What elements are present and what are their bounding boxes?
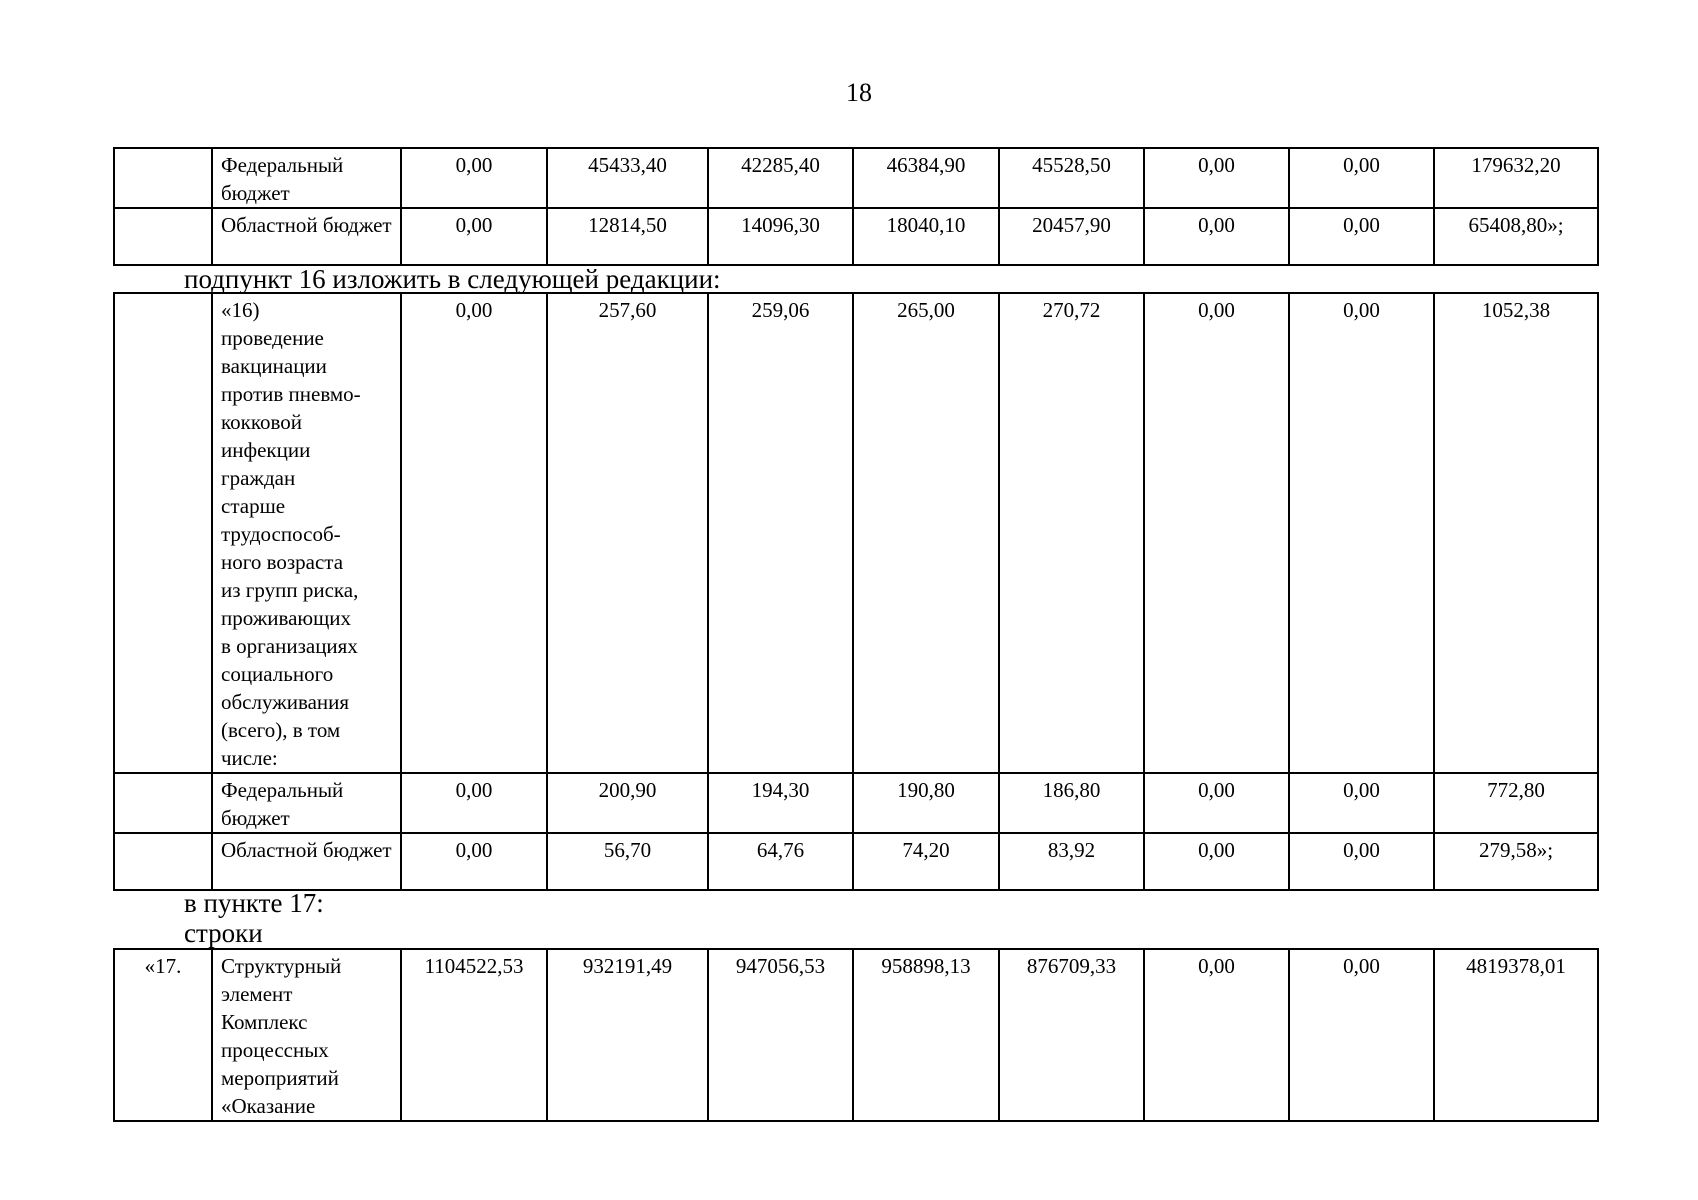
value-cell: 83,92 [999,833,1144,890]
budget-table-point-17 [113,948,1599,1122]
row-name-line: ного возраста [221,550,344,574]
value-cell: 46384,90 [853,148,999,208]
value-cell: 0,00 [1289,293,1434,773]
row-name-line: проживающих [221,606,352,630]
value-cell: 200,90 [547,773,708,833]
table-row [114,293,1598,773]
row-number-cell [114,833,212,890]
value-cell: 190,80 [853,773,999,833]
value-cell: 56,70 [547,833,708,890]
value-cell: 74,20 [853,833,999,890]
value-cell: 12814,50 [547,208,708,265]
row-name-line: числе: [221,746,278,770]
value-cell: 194,30 [708,773,853,833]
value-cell: 0,00 [401,773,547,833]
value-cell: 259,06 [708,293,853,773]
row-name-line: в организациях [221,634,358,658]
value-cell: 279,58»; [1434,833,1598,890]
value-cell: 0,00 [1289,208,1434,265]
table-row [114,148,1598,208]
value-cell: 0,00 [1289,833,1434,890]
value-cell: 270,72 [999,293,1144,773]
value-cell: 0,00 [1289,949,1434,1121]
instruction-subpoint-16: подпункт 16 изложить в следующей редакции: [184,264,721,294]
row-name-line: «16) [221,298,260,322]
page-number: 18 [846,78,872,107]
value-cell: 42285,40 [708,148,853,208]
value-cell: 1104522,53 [401,949,547,1121]
value-cell: 45433,40 [547,148,708,208]
row-name-line: старше [221,494,286,518]
row-name-line: (всего), в том [221,718,341,742]
table-row [114,773,1598,833]
value-cell: 1052,38 [1434,293,1598,773]
row-name-line: Комплекс [221,1010,308,1034]
row-number-cell [114,773,212,833]
table-row [114,208,1598,265]
value-cell: 65408,80»; [1434,208,1598,265]
budget-table-subpoint-16 [113,292,1599,891]
value-cell: 265,00 [853,293,999,773]
value-cell: 0,00 [1144,208,1289,265]
row-name-line: вакцинации [221,354,327,378]
row-name-line: инфекции [221,438,311,462]
value-cell: 0,00 [1144,949,1289,1121]
value-cell: 257,60 [547,293,708,773]
value-cell: 0,00 [1144,773,1289,833]
row-number-cell [114,148,212,208]
row-number-cell: «17. [114,949,212,1121]
row-name-line: Структурный [221,954,342,978]
row-name-line: «Оказание [221,1094,316,1118]
value-cell: 20457,90 [999,208,1144,265]
value-cell: 14096,30 [708,208,853,265]
row-name-line: из групп риска, [221,578,359,602]
row-name-cell [212,949,401,1121]
row-number-cell [114,208,212,265]
row-name-cell [212,293,401,773]
value-cell: 64,76 [708,833,853,890]
row-name-cell: Областной бюджет [212,208,401,265]
value-cell: 0,00 [1289,773,1434,833]
value-cell: 0,00 [401,208,547,265]
value-cell: 45528,50 [999,148,1144,208]
row-name-line: элемент [221,982,293,1006]
row-name-cell: Федеральный бюджет [212,773,401,833]
value-cell: 18040,10 [853,208,999,265]
row-name-line: процессных [221,1038,329,1062]
row-number-cell [114,293,212,773]
value-cell: 947056,53 [708,949,853,1121]
value-cell: 4819378,01 [1434,949,1598,1121]
value-cell: 179632,20 [1434,148,1598,208]
table-row [114,949,1598,1121]
instruction-point-17: в пункте 17: [184,888,324,918]
row-name-line: социального [221,662,334,686]
budget-table-top [113,147,1599,266]
value-cell: 958898,13 [853,949,999,1121]
row-name-line: обслуживания [221,690,350,714]
instruction-lines: строки [184,918,263,948]
value-cell: 0,00 [1289,148,1434,208]
row-name-line: мероприятий [221,1066,339,1090]
value-cell: 0,00 [401,833,547,890]
value-cell: 772,80 [1434,773,1598,833]
table-row [114,833,1598,890]
value-cell: 0,00 [401,293,547,773]
value-cell: 0,00 [401,148,547,208]
value-cell: 0,00 [1144,833,1289,890]
row-name-cell: Федеральный бюджет [212,148,401,208]
value-cell: 932191,49 [547,949,708,1121]
value-cell: 0,00 [1144,293,1289,773]
row-name-line: против пневмо- [221,382,361,406]
value-cell: 0,00 [1144,148,1289,208]
row-name-line: кокковой [221,410,302,434]
row-name-line: проведение [221,326,324,350]
row-name-cell: Областной бюджет [212,833,401,890]
value-cell: 876709,33 [999,949,1144,1121]
row-name-line: трудоспособ- [221,522,341,546]
value-cell: 186,80 [999,773,1144,833]
row-name-line: граждан [221,466,296,490]
